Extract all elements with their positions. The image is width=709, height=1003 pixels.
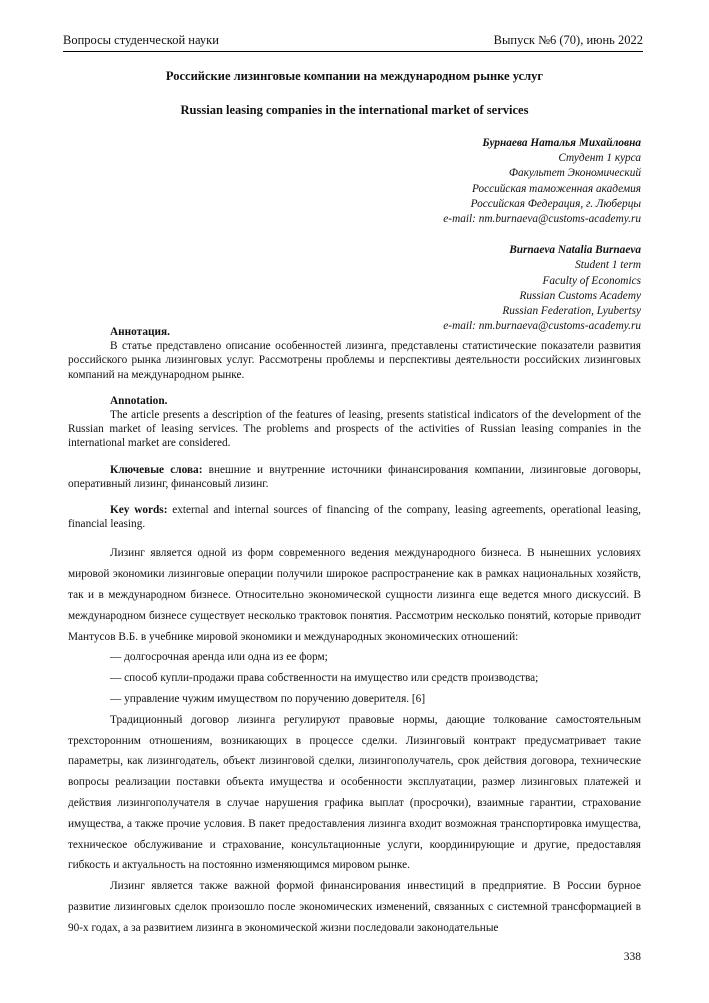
article-content xyxy=(68,325,641,939)
author-name-en: Burnaeva Natalia Burnaeva xyxy=(509,244,641,257)
keywords-en-label: Key words: xyxy=(110,504,168,517)
list-item: — долгосрочная аренда или одна из ее форм; xyxy=(110,651,328,664)
author-name-ru: Бурнаева Наталья Михайловна xyxy=(482,137,641,149)
article-body xyxy=(68,543,641,938)
abstract-en-label: Annotation. xyxy=(110,394,168,407)
body-paragraph: Лизинг является одной из форм современного ведения международного бизнеса. В нынешних условиях мировой экономики лизинговые операции получили широкое распространение как в рамках национальных хозяйств, так и в международном бизнесе. Относительно экономической сущности лизинга еще ведется много дискуссий. В международном бизнесе существует несколько трактовок понятия. Рассмотрим несколько понятий, которые приводит Мантусов В.Б. в учебнике мировой экономики и международных экономических отношений: xyxy=(68,547,641,643)
author-email-en: e-mail: nm.burnaeva@customs-academy.ru xyxy=(443,320,641,333)
author-status-ru: Студент 1 курса xyxy=(558,152,641,165)
keywords-en xyxy=(68,503,641,531)
abstract-ru-label: Аннотация. xyxy=(110,326,170,338)
author-email-ru: e-mail: nm.burnaeva@customs-academy.ru xyxy=(443,213,641,226)
keywords-ru xyxy=(68,463,641,491)
abstract-ru-text: В статье представлено описание особенностей лизинга, представлены статистические показатели развития российского рынка лизинговых услуг. Рассмотрены проблемы и перспективы деятельности российских лизинговых компаний на международном рынке. xyxy=(68,340,641,381)
issue-info: Выпуск №6 (70), июнь 2022 xyxy=(493,33,643,47)
journal-name: Вопросы студенческой науки xyxy=(63,33,219,47)
abstract-en-text: The article presents a description of the features of leasing, presents statistical indicators of the development of the Russian market of leasing services. The problems and prospects of the activities of Russian leasing companies in the international market are considered. xyxy=(68,409,641,450)
running-header xyxy=(63,33,643,52)
title-russian: Российские лизинговые компании на международном рынке услуг xyxy=(165,69,544,83)
author-org-en: Russian Customs Academy xyxy=(519,289,641,302)
list-item: — способ купли-продажи права собственности на имущество или средств производства; xyxy=(110,672,539,685)
body-paragraph: Традиционный договор лизинга регулируют правовые нормы, дающие толкование самостоятельным трехсторонним отношениям, возникающих в процессе сделки. Лизинговый контракт предусматривает такие параметры, как лизингодатель, объект лизинговой сделки, лизингополучатель, срок действия договора, технические вопросы реализации поставки объекта имущества и особенности эксплуатации, размер лизинговых платежей и действия лизингополучателя в случае нарушения графика выплат (просрочки), взаимные гарантии, страхование имущества, а также прочие условия. В пакет предоставления лизинга входит возможная транспортировка имущества, техническое обслуживание и страхование, консультационные услуги, координирующие и другие, предоставляя гибкость и актуальность на постоянно изменяющимся мировом рынке. xyxy=(68,713,641,872)
author-faculty-ru: Факультет Экономический xyxy=(508,167,641,180)
keywords-ru-text: внешние и внутренние источники финансирования компании, лизинговые договоры, оперативный лизинг, финансовый лизинг. xyxy=(68,463,641,490)
author-location-ru: Российская Федерация, г. Люберцы xyxy=(470,197,641,210)
keywords-en-text: external and internal sources of financing of the company, leasing agreements, operational leasing, financial leasing. xyxy=(68,504,641,531)
page-number: 338 xyxy=(623,951,641,963)
abstract-en xyxy=(68,394,641,451)
author-org-ru: Российская таможенная академия xyxy=(471,182,641,195)
author-faculty-en: Faculty of Economics xyxy=(542,274,641,287)
author-block xyxy=(341,136,641,334)
abstract-ru xyxy=(68,325,641,382)
list-item: — управление чужим имуществом по поручению доверителя. [6] xyxy=(110,693,426,706)
title-english: Russian leasing companies in the international market of services xyxy=(180,103,529,117)
author-location-en: Russian Federation, Lyubertsy xyxy=(502,305,641,318)
body-paragraph: Лизинг является также важной формой финансирования инвестиций в предприятие. В России бурное развитие лизинговых сделок произошло после экономических изменений, связанных с системной трансформацией в 90-х годах, а за развитием лизинга в экономической жизни последовали законодательные xyxy=(68,880,641,934)
author-status-en: Student 1 term xyxy=(575,259,641,272)
keywords-ru-label: Ключевые слова: xyxy=(110,463,203,476)
